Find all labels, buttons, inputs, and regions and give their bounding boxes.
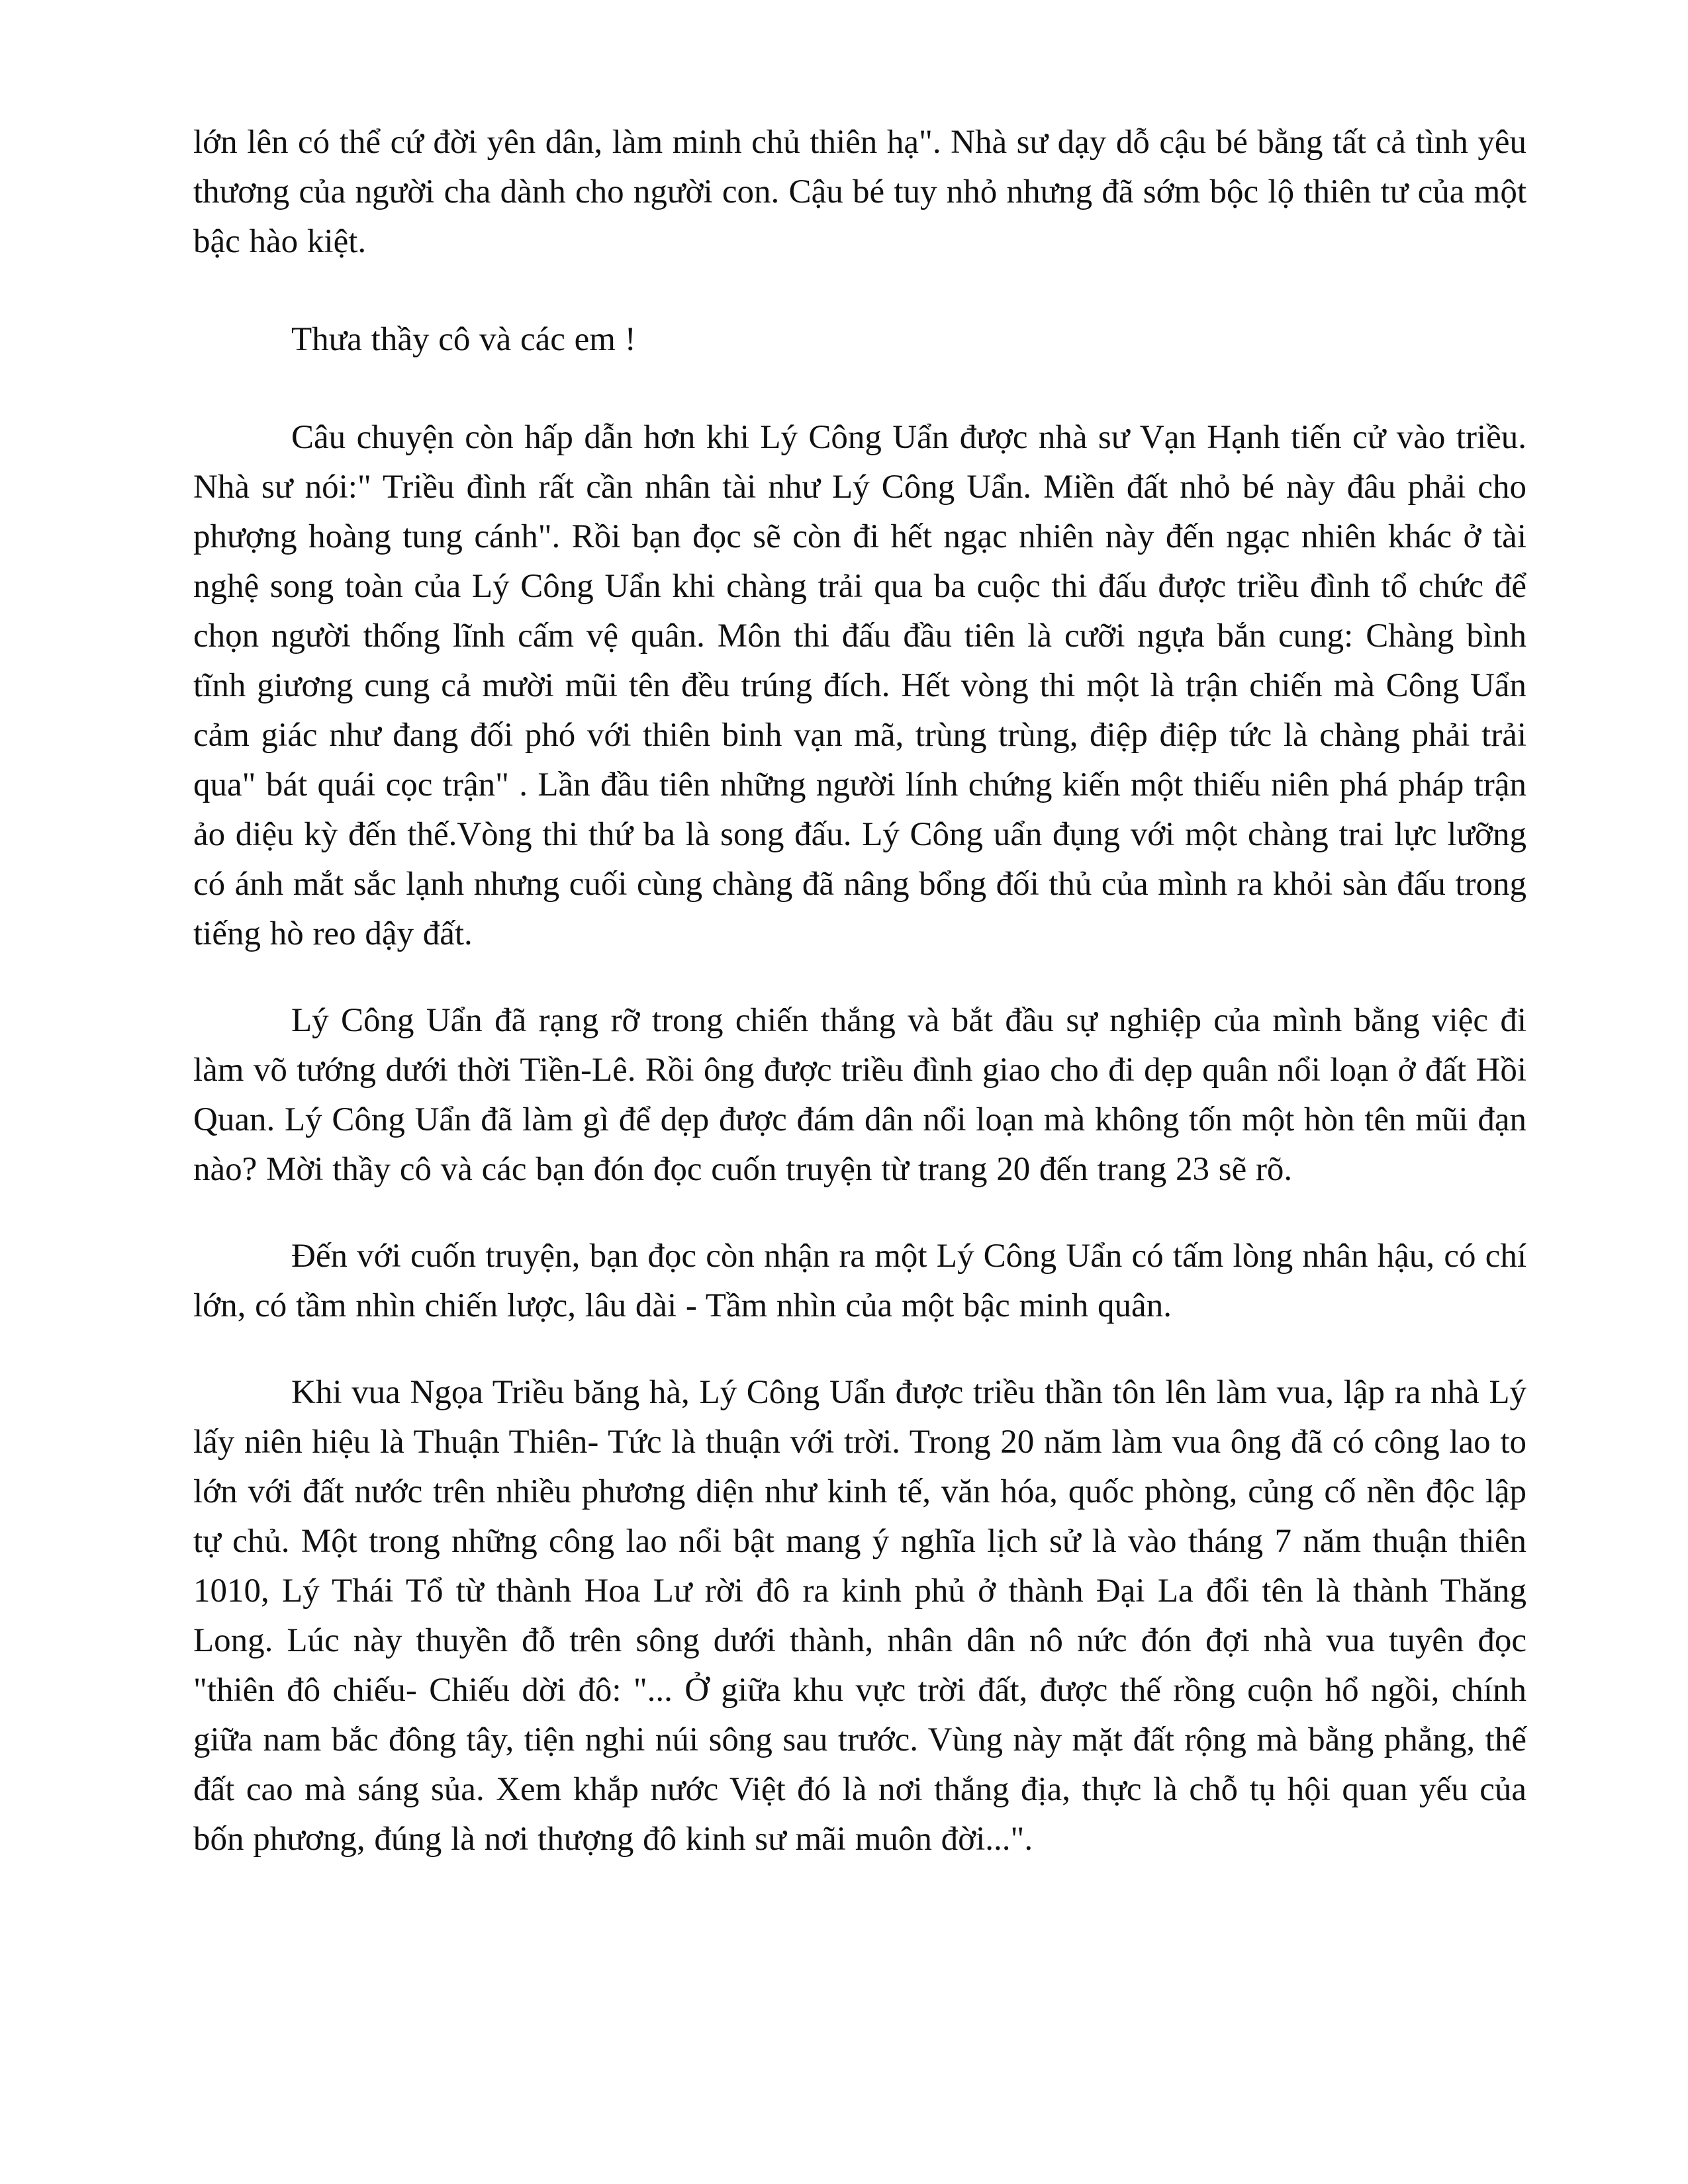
- paragraph-greeting: Thưa thầy cô và các em !: [291, 321, 636, 358]
- paragraph-contest: Câu chuyện còn hấp dẫn hơn khi Lý Công Uẩn được nhà sư Vạn Hạnh tiến cử vào triều. Nhà sư nói:" Triều đình rất cần nhân tài như Lý Công Uẩn. Miền đất nhỏ bé này đâu phải cho phượng hoàng tung cánh". Rồi bạn đọc sẽ còn đi hết ngạc nhiên này đến ngạc nhiên khác ở tài nghệ song toàn của Lý Công Uẩn khi chàng trải qua ba cuộc thi đấu được triều đình tổ chức để chọn người thống lĩnh cấm vệ quân. Môn thi đấu đầu tiên là cưỡi ngựa bắn cung: Chàng bình tĩnh giương cung cả mười mũi tên đều trúng đích. Hết vòng thi một là trận chiến mà Công Uẩn cảm giác như đang đối phó với thiên binh vạn mã, trùng trùng, điệp điệp tức là chàng phải trải qua" bát quái cọc trận" . Lần đầu tiên những người lính chứng kiến một thiếu niên phá pháp trận ảo diệu kỳ đến thế.Vòng thi thứ ba là song đấu. Lý Công uẩn đụng với một chàng trai lực lưỡng có ánh mắt sắc lạnh nhưng cuối cùng chàng đã nâng bổng đối thủ của mình ra khỏi sàn đấu trong tiếng hò reo dậy đất.: [193, 419, 1526, 952]
- paragraph-capital-move: Khi vua Ngọa Triều băng hà, Lý Công Uẩn được triều thần tôn lên làm vua, lập ra nhà Lý lấy niên hiệu là Thuận Thiên- Tức là thuận với trời. Trong 20 năm làm vua ông đã có công lao to lớn với đất nước trên nhiều phương diện như kinh tế, văn hóa, quốc phòng, củng cố nền độc lập tự chủ. Một trong những công lao nổi bật mang ý nghĩa lịch sử là vào tháng 7 năm thuận thiên 1010, Lý Thái Tổ từ thành Hoa Lư rời đô ra kinh phủ ở thành Đại La đổi tên là thành Thăng Long. Lúc này thuyền đỗ trên sông dưới thành, nhân dân nô nức đón đợi nhà vua tuyên đọc "thiên đô chiếu- Chiếu dời đô: "... Ở giữa khu vực trời đất, được thế rồng cuộn hổ ngồi, chính giữa nam bắc đông tây, tiện nghi núi sông sau trước. Vùng này mặt đất rộng mà bằng phẳng, thế đất cao mà sáng sủa. Xem khắp nước Việt đó là nơi thắng địa, thực là chỗ tụ hội quan yếu của bốn phương, đúng là nơi thượng đô kinh sư mãi muôn đời...".: [193, 1374, 1526, 1858]
- paragraph-career: Lý Công Uẩn đã rạng rỡ trong chiến thắng và bắt đầu sự nghiệp của mình bằng việc đi làm võ tướng dưới thời Tiền-Lê. Rồi ông được triều đình giao cho đi dẹp quân nổi loạn ở đất Hồi Quan. Lý Công Uẩn đã làm gì để dẹp được đám dân nổi loạn mà không tốn một hòn tên mũi đạn nào? Mời thầy cô và các bạn đón đọc cuốn truyện từ trang 20 đến trang 23 sẽ rõ.: [193, 1002, 1526, 1188]
- paragraph-character: Đến với cuốn truyện, bạn đọc còn nhận ra một Lý Công Uẩn có tấm lòng nhân hậu, có chí lớn, có tầm nhìn chiến lược, lâu dài - Tầm nhìn của một bậc minh quân.: [193, 1238, 1526, 1324]
- paragraph-continuation: lớn lên có thể cứ đời yên dân, làm minh chủ thiên hạ". Nhà sư dạy dỗ cậu bé bằng tất cả tình yêu thương của người cha dành cho người con. Cậu bé tuy nhỏ nhưng đã sớm bộc lộ thiên tư của một bậc hào kiệt.: [193, 124, 1526, 260]
- document-page: [193, 118, 1526, 1864]
